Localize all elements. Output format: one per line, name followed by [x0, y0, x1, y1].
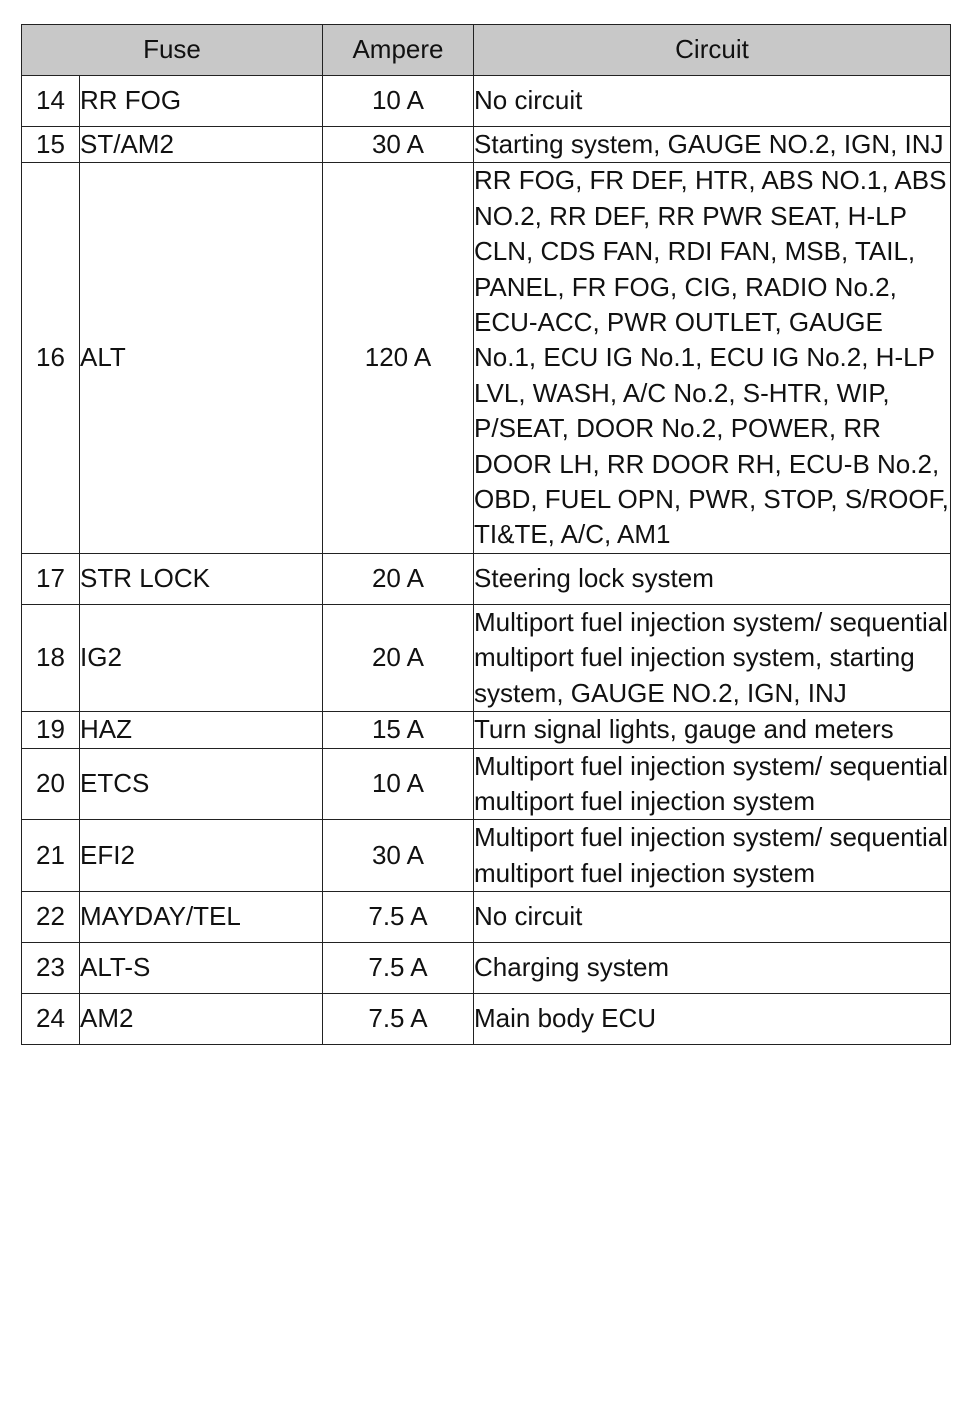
fuse-number: 18 [22, 604, 80, 711]
fuse-circuit: Multiport fuel injection system/ sequential multiport fuel injection system [474, 748, 951, 820]
fuse-name: AM2 [80, 994, 323, 1045]
table-row [22, 712, 951, 748]
fuse-ampere: 7.5 A [323, 892, 474, 943]
table-row [22, 127, 951, 163]
fuse-circuit: Main body ECU [474, 994, 951, 1045]
fuse-ampere: 15 A [323, 712, 474, 748]
header-circuit: Circuit [474, 25, 951, 76]
table-row [22, 163, 951, 553]
fuse-name: HAZ [80, 712, 323, 748]
fuse-number: 20 [22, 748, 80, 820]
table-row [22, 604, 951, 711]
header-ampere: Ampere [323, 25, 474, 76]
table-row [22, 994, 951, 1045]
fuse-name: STR LOCK [80, 553, 323, 604]
fuse-number: 14 [22, 76, 80, 127]
fuse-ampere: 10 A [323, 748, 474, 820]
fuse-number: 23 [22, 943, 80, 994]
fuse-ampere: 20 A [323, 553, 474, 604]
fuse-number: 16 [22, 163, 80, 553]
fuse-ampere: 30 A [323, 127, 474, 163]
fuse-ampere: 120 A [323, 163, 474, 553]
fuse-ampere: 7.5 A [323, 943, 474, 994]
fuse-name: ST/AM2 [80, 127, 323, 163]
fuse-number: 15 [22, 127, 80, 163]
fuse-number: 19 [22, 712, 80, 748]
fuse-name: ETCS [80, 748, 323, 820]
table-row [22, 943, 951, 994]
fuse-name: MAYDAY/TEL [80, 892, 323, 943]
fuse-name: EFI2 [80, 820, 323, 892]
fuse-circuit: Multiport fuel injection system/ sequential multiport fuel injection system, starting system, GAUGE NO.2, IGN, INJ [474, 604, 951, 711]
fuse-name: RR FOG [80, 76, 323, 127]
fuse-ampere: 20 A [323, 604, 474, 711]
table-row [22, 553, 951, 604]
header-row [22, 25, 951, 76]
fuse-number: 22 [22, 892, 80, 943]
fuse-ampere: 10 A [323, 76, 474, 127]
fuse-ampere: 7.5 A [323, 994, 474, 1045]
fuse-number: 21 [22, 820, 80, 892]
fuse-name: ALT-S [80, 943, 323, 994]
fuse-name: ALT [80, 163, 323, 553]
fuse-circuit: No circuit [474, 892, 951, 943]
fuse-number: 17 [22, 553, 80, 604]
fuse-ampere: 30 A [323, 820, 474, 892]
fuse-table [21, 24, 951, 1045]
fuse-circuit: Turn signal lights, gauge and meters [474, 712, 951, 748]
table-row [22, 748, 951, 820]
fuse-circuit: RR FOG, FR DEF, HTR, ABS NO.1, ABS NO.2, RR DEF, RR PWR SEAT, H-LP CLN, CDS FAN, RDI FAN, MSB, TAIL, PANEL, FR FOG, CIG, RADIO No.2, ECU-ACC, PWR OUTLET, GAUGE No.1, ECU IG No.1, ECU IG No.2, H-LP LVL, WASH, A/C No.2, S-HTR, WIP, P/SEAT, DOOR No.2, POWER, RR DOOR LH, RR DOOR RH, ECU-B No.2, OBD, FUEL OPN, PWR, STOP, S/ROOF, TI&TE, A/C, AM1 [474, 163, 951, 553]
table-row [22, 892, 951, 943]
fuse-number: 24 [22, 994, 80, 1045]
fuse-circuit: Charging system [474, 943, 951, 994]
fuse-name: IG2 [80, 604, 323, 711]
table-row [22, 76, 951, 127]
table-row [22, 820, 951, 892]
header-fuse: Fuse [22, 25, 323, 76]
fuse-circuit: Starting system, GAUGE NO.2, IGN, INJ [474, 127, 951, 163]
fuse-circuit: Multiport fuel injection system/ sequential multiport fuel injection system [474, 820, 951, 892]
fuse-circuit: No circuit [474, 76, 951, 127]
fuse-circuit: Steering lock system [474, 553, 951, 604]
